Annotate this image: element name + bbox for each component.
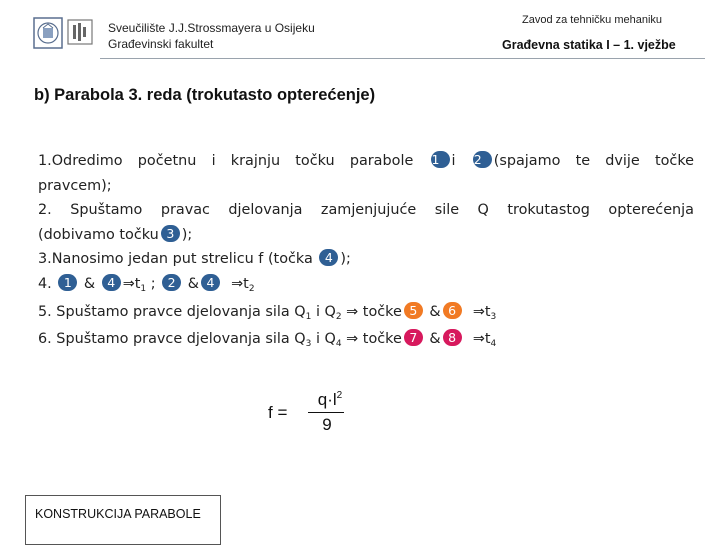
formula-numerator-text: q·l xyxy=(317,390,337,409)
formula-f xyxy=(268,388,348,440)
formula-lhs: f = xyxy=(268,403,288,422)
step-3 xyxy=(38,247,694,272)
step-4 xyxy=(38,272,694,297)
steps-list xyxy=(38,149,694,351)
institution-block xyxy=(108,20,315,52)
step-6-sub-2: 4 xyxy=(335,338,342,349)
step-5 xyxy=(38,300,694,325)
step-4-arrow-2: ⇒t xyxy=(231,275,249,292)
university-seal-icon xyxy=(33,17,63,49)
step-6-amp: & xyxy=(429,330,441,347)
page-title: b) Parabola 3. reda (trokutasto opterećenje) xyxy=(34,86,376,104)
point-badge-4: 4 xyxy=(319,249,338,266)
step-4-amp-1: & xyxy=(83,275,96,292)
step-1-cont: pravcem); xyxy=(38,177,112,194)
step-6-arrow: ⇒t xyxy=(472,330,491,347)
step-6-sub-1: 3 xyxy=(305,338,312,349)
step-4-sub-1: 1 xyxy=(140,283,147,294)
faculty-name: Građevinski fakultet xyxy=(108,37,214,51)
step-1 xyxy=(38,149,694,174)
step-5-text: 5. Spuštamo pravce djelovanja sila Q xyxy=(38,304,306,320)
fraction-bar xyxy=(308,412,344,413)
point-badge-3: 3 xyxy=(161,225,180,242)
footer-label: KONSTRUKCIJA PARABOLE xyxy=(35,507,201,521)
step-2-end: ); xyxy=(181,226,193,243)
step-5-sub-2: 2 xyxy=(335,312,342,322)
point-badge-1: 1 xyxy=(431,151,450,168)
step-5-sub-3: 3 xyxy=(490,312,497,322)
header-divider xyxy=(100,58,705,59)
step-4-number: 4. xyxy=(38,275,52,292)
step-5-sub-1: 1 xyxy=(305,312,312,322)
step-5-points: ⇒ točke xyxy=(346,304,402,320)
step-6-points: ⇒ točke xyxy=(346,330,402,347)
point-badge-2: 2 xyxy=(473,151,492,168)
point-badge-2b: 2 xyxy=(162,274,181,291)
step-6-sub-3: 4 xyxy=(490,338,497,349)
step-1-note: (spajamo te dvije točke xyxy=(493,153,695,169)
point-badge-6: 6 xyxy=(443,302,462,319)
formula-exponent: 2 xyxy=(336,390,343,401)
step-5-mid: i Q xyxy=(315,304,336,320)
step-2-text: (dobivamo točku xyxy=(38,226,159,243)
formula-denominator: 9 xyxy=(322,415,332,434)
step-5-arrow: ⇒t xyxy=(472,304,491,320)
step-6 xyxy=(38,327,694,352)
step-6-mid: i Q xyxy=(315,330,336,347)
formula-numerator xyxy=(310,390,350,410)
point-badge-8: 8 xyxy=(443,329,462,346)
step-3-end: ); xyxy=(340,251,351,267)
point-badge-5: 5 xyxy=(404,302,423,319)
point-badge-4b: 4 xyxy=(102,274,121,291)
step-4-sub-2: 2 xyxy=(248,283,255,294)
department-name: Zavod za tehničku mehaniku xyxy=(522,14,663,26)
point-badge-1b: 1 xyxy=(58,274,77,291)
step-2: 2. Spuštamo pravac djelovanja zamjenjujuće sile Q trokutastog opterećenja xyxy=(38,202,694,218)
course-title: Građevna statika I – 1. vježbe xyxy=(502,38,676,52)
step-1-text: 1.Odredimo početnu i krajnju točku parabole xyxy=(38,153,414,169)
step-6-text: 6. Spuštamo pravce djelovanja sila Q xyxy=(38,330,306,347)
step-5-amp: & xyxy=(429,304,441,320)
step-3-text: 3.Nanosimo jedan put strelicu f (točka xyxy=(38,251,313,267)
step-4-arrow-1: ⇒t xyxy=(122,275,141,292)
step-2-cont xyxy=(38,223,694,248)
faculty-logo-icon xyxy=(66,18,94,46)
step-4-amp-2: & xyxy=(187,275,199,292)
university-name: Sveučilište J.J.Strossmayera u Osijeku xyxy=(108,21,315,35)
point-badge-7: 7 xyxy=(404,329,423,346)
point-badge-4c: 4 xyxy=(201,274,220,291)
step-4-separator: ; xyxy=(150,275,156,292)
step-1-and: i xyxy=(451,153,456,169)
